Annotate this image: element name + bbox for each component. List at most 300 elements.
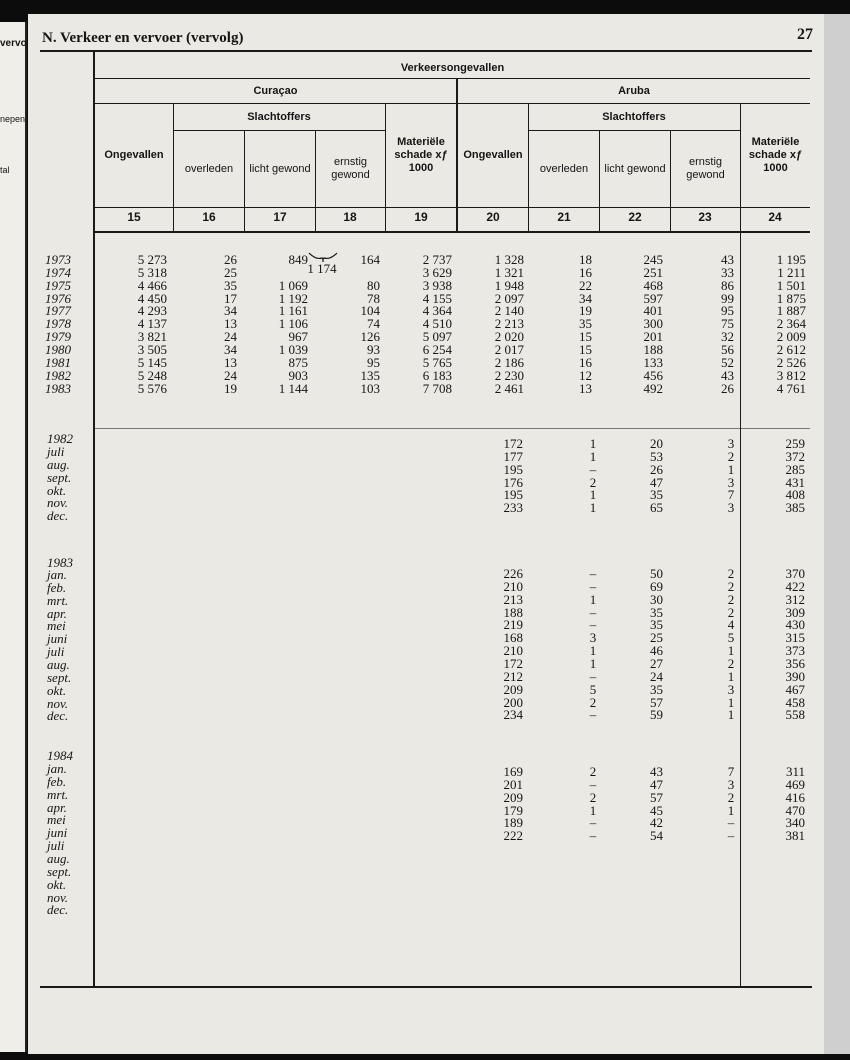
table-cell: 1 948 — [494, 277, 524, 293]
row-label: 1974 — [45, 264, 71, 280]
table-cell: 50 — [650, 566, 663, 581]
table-cell: 5 576 — [137, 380, 167, 396]
table-cell: 201 — [643, 329, 663, 345]
table-cell: 54 — [650, 828, 663, 844]
table-cell: – — [589, 707, 597, 723]
table-cell: 1 039 — [278, 341, 308, 357]
table-cell: 311 — [785, 764, 805, 779]
table-cell: 219 — [503, 617, 523, 633]
page-number: 27 — [797, 26, 813, 43]
table-cell: 27 — [650, 655, 663, 671]
table-cell: 103 — [360, 380, 380, 396]
table-cell: 135 — [360, 367, 380, 383]
table-cell: 189 — [503, 815, 523, 831]
table-cell: 57 — [650, 694, 663, 710]
table-cell: 74 — [367, 316, 380, 332]
table-cell: 210 — [503, 643, 523, 659]
table-cell: 212 — [503, 668, 523, 684]
table-cell: 5 273 — [137, 252, 167, 267]
table-cell: 2 — [589, 474, 597, 490]
column-number: 19 — [414, 210, 428, 224]
header-schade-aruba: Materiële schade xƒ 1000 — [748, 136, 803, 174]
table-cell: 4 466 — [137, 277, 167, 293]
table-cell: 210 — [503, 578, 523, 594]
table-cell: – — [589, 776, 597, 792]
table-cell: 3 — [727, 681, 735, 697]
month-label: dec. — [47, 508, 69, 524]
month-label: aug. — [47, 850, 70, 866]
table-cell: 7 — [727, 487, 735, 503]
table-cell: 20 — [650, 436, 663, 451]
strip-text: tal — [0, 165, 10, 175]
table-cell: 86 — [721, 277, 734, 293]
table-cell: 209 — [503, 681, 523, 697]
table-cell: 53 — [650, 448, 663, 464]
table-cell: 6 254 — [422, 341, 452, 357]
table-cell: 47 — [650, 776, 663, 792]
table-cell: 25 — [650, 630, 663, 646]
table-cell: – — [589, 578, 597, 594]
table-cell: 32 — [721, 329, 734, 345]
table-cell: 1 — [589, 500, 597, 516]
table-cell: 93 — [367, 341, 380, 357]
month-label: mei — [47, 812, 66, 828]
month-label: sept. — [47, 669, 72, 685]
table-cell: 200 — [503, 694, 523, 710]
table-cell: 1 — [727, 643, 735, 659]
table-cell: 3 938 — [422, 277, 452, 293]
table-cell: 195 — [503, 461, 523, 477]
table-cell: 75 — [721, 316, 734, 332]
row-label: 1979 — [45, 329, 71, 345]
table-cell: 4 — [727, 617, 735, 633]
table-cell: 2 461 — [494, 380, 524, 396]
table-cell: 43 — [650, 764, 663, 779]
table-cell: 467 — [785, 681, 805, 697]
table-cell: 285 — [785, 461, 805, 477]
month-label: nov. — [47, 495, 69, 511]
table-cell: 2 737 — [422, 252, 452, 267]
table-cell: 80 — [367, 277, 380, 293]
month-label: mrt. — [47, 786, 69, 802]
table-cell: 188 — [503, 604, 523, 620]
table-cell: 1 195 — [776, 252, 806, 267]
row-label: 1973 — [45, 252, 71, 267]
header-overleden: overleden — [184, 162, 234, 175]
table-cell: 3 — [727, 776, 735, 792]
header-ernstig: ernstig gewond — [331, 156, 370, 181]
table-cell: 188 — [643, 341, 663, 357]
table-cell: 1 — [727, 802, 735, 818]
table-cell: 34 — [579, 290, 592, 306]
table-cell: 4 761 — [776, 380, 806, 396]
table-cell: 4 155 — [422, 290, 452, 306]
table-cell: 372 — [785, 448, 805, 464]
table-cell: 4 364 — [422, 303, 452, 319]
table-cell: 2 — [727, 448, 735, 464]
row-label: 1981 — [45, 354, 71, 370]
month-label: dec. — [47, 902, 69, 918]
table-cell: 78 — [367, 290, 380, 306]
table-cell: 24 — [224, 367, 237, 383]
column-number: 17 — [273, 210, 287, 224]
table-cell: 234 — [503, 707, 523, 723]
table-cell: 26 — [224, 252, 237, 267]
table-cell: 24 — [224, 329, 237, 345]
table-cell: 195 — [503, 487, 523, 503]
table-cell: 3 629 — [422, 264, 452, 280]
table-cell: 1 328 — [494, 252, 524, 267]
month-label: apr. — [47, 799, 67, 815]
month-label: nov. — [47, 695, 69, 711]
header-curacao: Curaçao — [253, 84, 298, 97]
table-cell: 25 — [224, 264, 237, 280]
month-label: mei — [47, 618, 66, 634]
table-cell: 849 — [288, 252, 308, 267]
table-cell: 177 — [503, 448, 523, 464]
table-cell: 469 — [785, 776, 805, 792]
table-cell: 222 — [503, 828, 523, 844]
row-label: 1977 — [45, 303, 71, 319]
table-cell: 1 — [727, 707, 735, 723]
table-cell: 13 — [224, 316, 237, 332]
table-cell: 95 — [721, 303, 734, 319]
table-cell: 1 — [589, 655, 597, 671]
table-cell: 2 — [727, 591, 735, 607]
table-cell: 492 — [643, 380, 663, 396]
table-cell: 2 364 — [776, 316, 806, 332]
table-cell: 19 — [224, 380, 237, 396]
table-cell: 13 — [224, 354, 237, 370]
column-number: 20 — [486, 210, 500, 224]
table-cell: – — [589, 828, 597, 844]
table-cell: 209 — [503, 789, 523, 805]
table-cell: 43 — [721, 252, 734, 267]
table-cell: 259 — [785, 436, 805, 451]
table-cell: 5 318 — [137, 264, 167, 280]
table-cell: 1 106 — [278, 316, 308, 332]
table-cell: 381 — [785, 828, 805, 844]
table-cell: 26 — [721, 380, 734, 396]
month-label: dec. — [47, 708, 69, 724]
header-licht: licht gewond — [249, 162, 311, 175]
row-label: 1983 — [45, 380, 71, 396]
table-cell: 2 213 — [494, 316, 524, 332]
table-cell: 22 — [579, 277, 592, 293]
month-label: juni — [47, 825, 68, 841]
table-cell: 15 — [579, 341, 592, 357]
table-cell: 431 — [785, 474, 805, 490]
table-cell: 2 097 — [494, 290, 524, 306]
table-cell: 4 510 — [422, 316, 452, 332]
table-cell: 2 — [727, 604, 735, 620]
table-cell: 126 — [360, 329, 380, 345]
table-cell: 2 009 — [776, 329, 806, 345]
table-cell: 356 — [785, 655, 805, 671]
month-label: juli — [47, 444, 65, 459]
combined-licht-gewond: 1 174 — [307, 261, 337, 276]
month-label: aug. — [47, 656, 70, 672]
table-cell: 26 — [650, 461, 663, 477]
header-line — [95, 207, 810, 208]
year-label-1983: 1983 — [47, 555, 73, 570]
table-cell: 5 — [589, 681, 597, 697]
table-cell: 3 — [727, 474, 735, 490]
table-cell: 1 — [727, 694, 735, 710]
month-label: nov. — [47, 889, 69, 905]
table-cell: 340 — [785, 815, 805, 831]
table-cell: 2 612 — [776, 341, 806, 357]
header-line — [95, 78, 810, 79]
table-cell: 34 — [224, 303, 237, 319]
table-cell: 2 186 — [494, 354, 524, 370]
header-ernstig-aruba: ernstig gewond — [686, 156, 725, 181]
table-cell: 35 — [224, 277, 237, 293]
table-cell: 3 — [589, 630, 597, 646]
column-number: 15 — [127, 210, 141, 224]
table-cell: 65 — [650, 500, 663, 516]
title-rule — [40, 50, 812, 52]
table-cell: 416 — [785, 789, 805, 805]
table-cell: 46 — [650, 643, 663, 659]
month-label: sept. — [47, 863, 72, 879]
table-cell: 370 — [785, 566, 805, 581]
table-cell: 1 192 — [278, 290, 308, 306]
month-label: jan. — [47, 567, 67, 582]
table-cell: 17 — [224, 290, 237, 306]
table-cell: 1 — [589, 802, 597, 818]
table-cell: 179 — [503, 802, 523, 818]
year-label-1984: 1984 — [47, 748, 73, 763]
strip-text: nepen — [0, 114, 26, 124]
table-cell: 1 — [589, 487, 597, 503]
table-cell: 7 708 — [422, 380, 452, 396]
table-cell: 133 — [643, 354, 663, 370]
table-cell: – — [727, 828, 735, 844]
table-cell: 401 — [643, 303, 663, 319]
table-cell: 2 — [727, 655, 735, 671]
table-cell: 3 — [727, 500, 735, 516]
strip-text: vervo — [0, 38, 27, 49]
header-aruba: Aruba — [618, 84, 650, 97]
table-cell: 1 321 — [494, 264, 524, 280]
month-label: juni — [47, 631, 68, 647]
table-cell: 2 — [589, 764, 597, 779]
table-cell: 422 — [785, 578, 805, 594]
table-cell: 2 017 — [494, 341, 524, 357]
table-cell: 4 450 — [137, 290, 167, 306]
row-label: 1982 — [45, 367, 71, 383]
table-cell: 168 — [503, 630, 523, 646]
table-cell: – — [589, 668, 597, 684]
table-cell: – — [589, 604, 597, 620]
table-cell: 176 — [503, 474, 523, 490]
table-cell: 33 — [721, 264, 734, 280]
month-label: feb. — [47, 579, 67, 595]
table-cell: 16 — [579, 354, 592, 370]
table-cell: 42 — [650, 815, 663, 831]
table-cell: 35 — [650, 681, 663, 697]
table-cell: 1 — [727, 461, 735, 477]
page-title: N. Verkeer en vervoer (vervolg) — [42, 30, 244, 46]
table-cell: 1 — [589, 591, 597, 607]
table-cell: 35 — [579, 316, 592, 332]
table-cell: 24 — [650, 668, 663, 684]
adjacent-page-strip — [0, 22, 27, 1052]
table-cell: – — [589, 617, 597, 633]
table-cell: 233 — [503, 500, 523, 516]
table-cell: 201 — [503, 776, 523, 792]
table-cell: 2 — [727, 789, 735, 805]
table-cell: 213 — [503, 591, 523, 607]
table-cell: 19 — [579, 303, 592, 319]
header-ongevallen-aruba: Ongevallen — [463, 149, 523, 161]
table-cell: 300 — [643, 316, 663, 332]
row-label: 1978 — [45, 316, 71, 332]
table-cell: 69 — [650, 578, 663, 594]
table-cell: – — [589, 815, 597, 831]
table-cell: 5 248 — [137, 367, 167, 383]
table-cell: 3 821 — [137, 329, 167, 345]
table-cell: 45 — [650, 802, 663, 818]
table-cell: 2 230 — [494, 367, 524, 383]
month-label: aug. — [47, 456, 70, 472]
table-cell: 1 — [589, 448, 597, 464]
table-cell: 57 — [650, 789, 663, 805]
header-verkeersongevallen: Verkeersongevallen — [400, 61, 505, 74]
table-cell: 172 — [503, 655, 523, 671]
table-cell: 1 — [589, 643, 597, 659]
table-cell: 164 — [360, 252, 380, 267]
month-label: juli — [47, 644, 65, 660]
table-cell: 18 — [579, 252, 592, 267]
month-label: okt. — [47, 682, 67, 698]
table-cell: 226 — [503, 566, 523, 581]
table-cell: 458 — [785, 694, 805, 710]
table-cell: 43 — [721, 367, 734, 383]
table-cell: 315 — [785, 630, 805, 646]
table-cell: 245 — [643, 252, 663, 267]
table-cell: 56 — [721, 341, 734, 357]
table-cell: 373 — [785, 643, 805, 659]
table-cell: 1 875 — [776, 290, 806, 306]
header-line — [95, 231, 810, 233]
table-cell: 47 — [650, 474, 663, 490]
header-schade: Materiële schade xƒ 1000 — [394, 136, 448, 174]
table-cell: 15 — [579, 329, 592, 345]
table-cell: 5 145 — [137, 354, 167, 370]
table-cell: 2 140 — [494, 303, 524, 319]
table-cell: 2 — [589, 694, 597, 710]
row-label: 1975 — [45, 277, 71, 293]
header-ongevallen: Ongevallen — [104, 149, 164, 161]
table-cell: 95 — [367, 354, 380, 370]
month-label: okt. — [47, 876, 67, 892]
table-cell: 1 — [727, 668, 735, 684]
year-label-1982: 1982 — [47, 431, 73, 446]
table-cell: 390 — [785, 668, 805, 684]
table-cell: 1 211 — [777, 264, 806, 280]
table-cell: 1 069 — [278, 277, 308, 293]
table-cell: – — [589, 461, 597, 477]
table-cell: 3 505 — [137, 341, 167, 357]
table-cell: 312 — [785, 591, 805, 607]
column-number: 22 — [628, 210, 642, 224]
table-cell: 385 — [785, 500, 805, 516]
table-cell: 16 — [579, 264, 592, 280]
table-cell: 251 — [643, 264, 663, 280]
month-label: apr. — [47, 605, 67, 621]
table-cell: 169 — [503, 764, 523, 779]
table-cell: 1 887 — [776, 303, 806, 319]
table-cell: 468 — [643, 277, 663, 293]
table-cell: 30 — [650, 591, 663, 607]
table-cell: 1 161 — [278, 303, 308, 319]
table-cell: 875 — [288, 354, 308, 370]
table-cell: 35 — [650, 487, 663, 503]
column-number: 23 — [698, 210, 712, 224]
table-cell: 12 — [579, 367, 592, 383]
table-cell: 2 526 — [776, 354, 806, 370]
table-cell: 597 — [643, 290, 663, 306]
column-number: 16 — [202, 210, 216, 224]
header-overleden-aruba: overleden — [539, 162, 589, 175]
table-cell: 6 183 — [422, 367, 452, 383]
table-cell: 1 144 — [278, 380, 308, 396]
table-cell: 5 097 — [422, 329, 452, 345]
table-cell: 5 765 — [422, 354, 452, 370]
table-cell: 2 — [727, 566, 735, 581]
page-edge — [824, 14, 850, 1054]
header-line — [95, 428, 810, 429]
table-cell: 5 — [727, 630, 735, 646]
table-cell: 34 — [224, 341, 237, 357]
table-cell: 1 — [589, 436, 597, 451]
header-slachtoffers-aruba: Slachtoffers — [602, 110, 666, 123]
table-cell: 470 — [785, 802, 805, 818]
column-number: 21 — [557, 210, 571, 224]
table-cell: 1 501 — [776, 277, 806, 293]
table-cell: 13 — [579, 380, 592, 396]
table-cell: 903 — [288, 367, 308, 383]
month-label: feb. — [47, 773, 67, 789]
header-licht-aruba: licht gewond — [604, 162, 666, 175]
table-cell: 4 137 — [137, 316, 167, 332]
table-cell: 309 — [785, 604, 805, 620]
table-cell: 172 — [503, 436, 523, 451]
table-cell: 4 293 — [137, 303, 167, 319]
column-number: 18 — [343, 210, 357, 224]
month-label: juli — [47, 838, 65, 854]
table-cell: – — [727, 815, 735, 831]
month-label: okt. — [47, 482, 67, 498]
table-cell: 408 — [785, 487, 805, 503]
table-cell: 59 — [650, 707, 663, 723]
month-label: sept. — [47, 469, 72, 485]
bottom-rule — [40, 986, 812, 988]
column-number: 24 — [768, 210, 782, 224]
table-cell: 7 — [727, 764, 735, 779]
table-cell: 99 — [721, 290, 734, 306]
table-cell: 430 — [785, 617, 805, 633]
table-cell: 558 — [785, 707, 805, 723]
header-slachtoffers-curacao: Slachtoffers — [247, 110, 311, 123]
table-cell: 35 — [650, 617, 663, 633]
table-cell: 35 — [650, 604, 663, 620]
table-cell: 3 — [727, 436, 735, 451]
month-label: jan. — [47, 761, 67, 776]
table-cell: 2 020 — [494, 329, 524, 345]
